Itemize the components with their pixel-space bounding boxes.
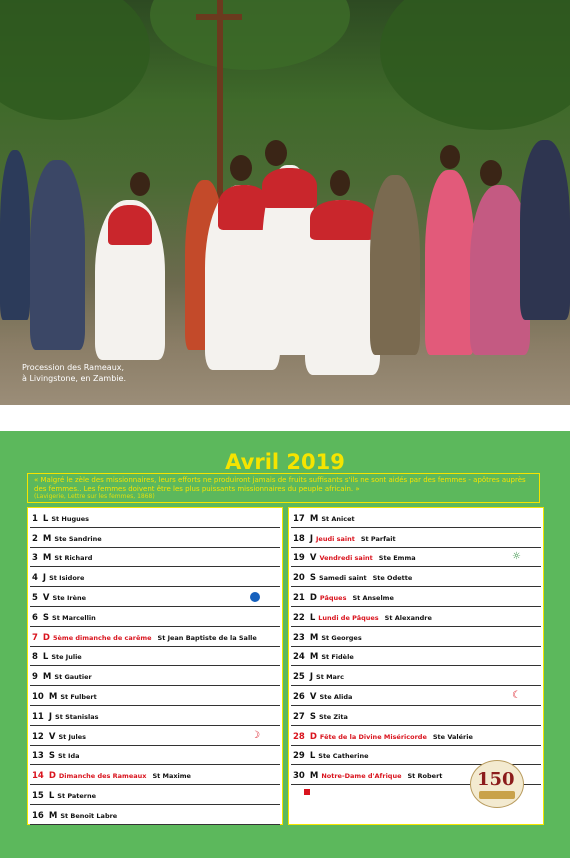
head: [230, 155, 252, 181]
day-number: 24: [293, 652, 305, 663]
day-number: 29: [293, 751, 305, 762]
day-number: 13: [32, 751, 44, 762]
day-number: 18: [293, 533, 305, 544]
feast-name: Notre-Dame d'Afrique: [321, 772, 402, 781]
day-row: [291, 528, 541, 548]
day-number: 11: [32, 711, 44, 722]
weekday-letter: D: [309, 731, 317, 742]
day-entry: [293, 751, 369, 761]
quote-text: « Malgré le zèle des missionnaires, leurs efforts ne produiront jamais de fruits suffisants s'ils ne sont aidés par des femmes - apôtres auprès des femmes.. Les femmes doivent être les plus puissants missionnaires du peuple africain. »: [34, 476, 526, 493]
saint-name: St Benoit Labre: [60, 811, 118, 820]
tree-foliage: [0, 0, 150, 120]
day-row: [291, 647, 541, 667]
day-number: 21: [293, 592, 305, 603]
weekday-letter: D: [309, 592, 317, 603]
saint-name: St Robert: [407, 772, 443, 781]
day-number: 27: [293, 711, 305, 722]
day-entry: [32, 534, 102, 544]
day-number: 26: [293, 691, 305, 702]
tree-foliage: [380, 0, 570, 130]
day-entry: [32, 692, 97, 702]
weekday-letter: M: [309, 513, 319, 524]
person: [520, 140, 570, 320]
day-entry: [32, 553, 92, 563]
day-entry: [32, 672, 92, 682]
processional-cross-bar: [196, 14, 242, 20]
day-row: [30, 607, 280, 627]
day-entry: [32, 573, 84, 583]
day-entry: [293, 613, 432, 623]
red-cape: [108, 205, 152, 245]
weekday-letter: M: [42, 672, 52, 683]
days-column-left: [27, 507, 283, 825]
day-row: [291, 627, 541, 647]
day-entry: [32, 613, 96, 623]
day-row: [30, 528, 280, 548]
weekday-letter: L: [48, 790, 55, 801]
day-entry: [32, 771, 191, 781]
weekday-letter: D: [48, 771, 56, 782]
weekday-letter: L: [309, 612, 316, 623]
day-number: 23: [293, 632, 305, 643]
weekday-letter: L: [42, 652, 49, 663]
feast-name: Samedi saint: [318, 574, 367, 583]
day-number: 9: [32, 672, 38, 683]
day-entry: [32, 811, 117, 821]
day-entry: [32, 712, 98, 722]
saint-name: St Fulbert: [60, 692, 97, 701]
day-entry: [293, 692, 352, 702]
saint-name: St Marc: [316, 673, 344, 682]
day-number: 7: [32, 632, 38, 643]
day-number: 22: [293, 612, 305, 623]
saint-name: Ste Irène: [52, 593, 87, 602]
day-row: [291, 508, 541, 528]
day-entry: [32, 732, 86, 742]
saint-name: St Marcellin: [52, 613, 96, 622]
day-entry: [293, 534, 396, 544]
day-number: 30: [293, 771, 305, 782]
weekday-letter: V: [48, 731, 56, 742]
day-number: 20: [293, 573, 305, 584]
day-row: [30, 567, 280, 587]
first-quarter-moon-icon: ☽: [251, 729, 260, 741]
procession-photo: [0, 0, 570, 405]
day-row: [291, 567, 541, 587]
saint-name: St Richard: [54, 554, 93, 563]
moon-phase-icon: [250, 592, 260, 602]
person: [30, 160, 85, 350]
weekday-letter: M: [309, 652, 319, 663]
weekday-letter: M: [309, 771, 319, 782]
anniversary-logo: [470, 760, 524, 808]
day-entry: [32, 791, 96, 801]
quote-source: (Lavigerie, Lettre sur les femmes, 1868): [34, 493, 155, 500]
month-title: Avril 2019: [225, 450, 345, 474]
day-row: [30, 647, 280, 667]
day-row: [30, 587, 280, 607]
day-row: [30, 666, 280, 686]
day-entry: [293, 771, 442, 781]
day-row: [291, 548, 541, 568]
saint-name: Ste Alida: [319, 692, 353, 701]
saint-name: St Stanislas: [55, 712, 99, 721]
day-number: 5: [32, 592, 38, 603]
new-moon-icon: [250, 592, 260, 602]
saint-name: St Isidore: [49, 574, 85, 583]
day-entry: [293, 712, 348, 722]
logo-number: 150: [477, 769, 515, 790]
saint-name: St Gautier: [54, 673, 92, 682]
day-entry: [32, 751, 79, 761]
day-row: [30, 508, 280, 528]
tree-foliage: [150, 0, 350, 70]
weekday-letter: M: [48, 691, 58, 702]
day-row: [291, 706, 541, 726]
weekday-letter: J: [42, 573, 47, 584]
day-row: [291, 686, 541, 706]
day-entry: [32, 514, 89, 524]
day-number: 25: [293, 672, 305, 683]
day-row: [30, 627, 280, 647]
day-entry: [32, 652, 82, 662]
weekday-letter: L: [309, 751, 316, 762]
day-number: 2: [32, 533, 38, 544]
day-entry: [293, 672, 344, 682]
day-number: 15: [32, 790, 44, 801]
day-number: 10: [32, 691, 44, 702]
saint-name: St Parfait: [360, 534, 396, 543]
day-number: 3: [32, 553, 38, 564]
weekday-letter: S: [309, 711, 316, 722]
day-number: 4: [32, 573, 38, 584]
weekday-letter: M: [42, 553, 52, 564]
saint-name: St Georges: [321, 633, 362, 642]
weekday-letter: J: [309, 672, 314, 683]
saint-name: St Maxime: [152, 772, 191, 781]
weekday-letter: S: [48, 751, 55, 762]
day-entry: [293, 553, 416, 563]
person: [0, 150, 30, 320]
weekday-letter: D: [42, 632, 50, 643]
person: [425, 170, 475, 355]
saint-name: Ste Odette: [372, 574, 413, 583]
feast-name: Dimanche des Rameaux: [58, 772, 147, 781]
quote-box: [27, 473, 540, 503]
day-row: [291, 607, 541, 627]
weekday-letter: V: [42, 592, 50, 603]
day-entry: [293, 633, 362, 643]
weekday-letter: M: [309, 632, 319, 643]
caption-line: à Livingstone, en Zambie.: [22, 374, 126, 383]
saint-name: St Jean Baptiste de la Salle: [157, 633, 257, 642]
feast-name: Vendredi saint: [319, 554, 373, 563]
day-row: [30, 805, 280, 825]
feast-name: Lundi de Pâques: [318, 613, 379, 622]
saint-name: Ste Catherine: [318, 752, 369, 761]
day-entry: [293, 573, 412, 583]
saint-name: Ste Zita: [318, 712, 348, 721]
day-row: [30, 706, 280, 726]
day-row: [30, 746, 280, 766]
weekday-letter: J: [48, 711, 53, 722]
day-number: 17: [293, 513, 305, 524]
saint-name: St Anselme: [352, 593, 394, 602]
head: [130, 172, 150, 196]
logo-banner: [479, 791, 515, 799]
day-number: 16: [32, 810, 44, 821]
weekday-letter: V: [309, 553, 317, 564]
day-number: 19: [293, 553, 305, 564]
day-number: 14: [32, 771, 44, 782]
day-entry: [32, 593, 86, 603]
head: [480, 160, 502, 186]
separator: [0, 405, 570, 431]
saint-name: St Fidèle: [321, 653, 354, 662]
saint-name: Ste Valérie: [432, 732, 473, 741]
day-row: [291, 587, 541, 607]
person: [370, 175, 420, 355]
red-marker: [304, 789, 310, 795]
day-entry: [293, 593, 394, 603]
head: [265, 140, 287, 166]
weekday-letter: J: [309, 533, 314, 544]
day-row: [30, 686, 280, 706]
feast-name: Fête de la Divine Miséricorde: [319, 732, 427, 741]
day-number: 8: [32, 652, 38, 663]
day-number: 12: [32, 731, 44, 742]
saint-name: Ste Julie: [51, 653, 82, 662]
weekday-letter: S: [42, 612, 50, 623]
weekday-letter: L: [42, 513, 49, 524]
full-moon-icon: ☼: [512, 551, 521, 563]
day-row: [291, 726, 541, 746]
saint-name: Ste Emma: [378, 554, 416, 563]
saint-name: Ste Sandrine: [54, 534, 102, 543]
day-entry: [32, 633, 257, 643]
day-row: [30, 548, 280, 568]
feast-name: Jeudi saint: [316, 534, 355, 543]
red-cape: [310, 200, 375, 240]
day-entry: [293, 652, 354, 662]
feast-name: Pâques: [319, 593, 347, 602]
head: [440, 145, 460, 169]
day-row: [30, 785, 280, 805]
weekday-letter: M: [42, 533, 52, 544]
weekday-letter: S: [309, 573, 316, 584]
head: [330, 170, 350, 196]
day-row: [291, 666, 541, 686]
saint-name: St Paterne: [57, 791, 97, 800]
day-row: [30, 765, 280, 785]
weekday-letter: V: [309, 691, 317, 702]
day-number: 28: [293, 731, 305, 742]
red-cape: [262, 168, 317, 208]
day-number: 6: [32, 612, 38, 623]
saint-name: St Jules: [58, 732, 87, 741]
saint-name: St Hugues: [51, 514, 90, 523]
caption-line: Procession des Rameaux,: [22, 363, 125, 372]
weekday-letter: M: [48, 810, 58, 821]
day-entry: [293, 514, 355, 524]
day-entry: [293, 732, 473, 742]
day-number: 1: [32, 513, 38, 524]
photo-caption: [22, 362, 126, 384]
last-quarter-moon-icon: ☾: [512, 689, 521, 701]
saint-name: St Anicet: [321, 514, 355, 523]
saint-name: St Ida: [57, 752, 80, 761]
day-row: [30, 726, 280, 746]
feast-name: 5ème dimanche de carême: [52, 633, 152, 642]
saint-name: St Alexandre: [384, 613, 432, 622]
